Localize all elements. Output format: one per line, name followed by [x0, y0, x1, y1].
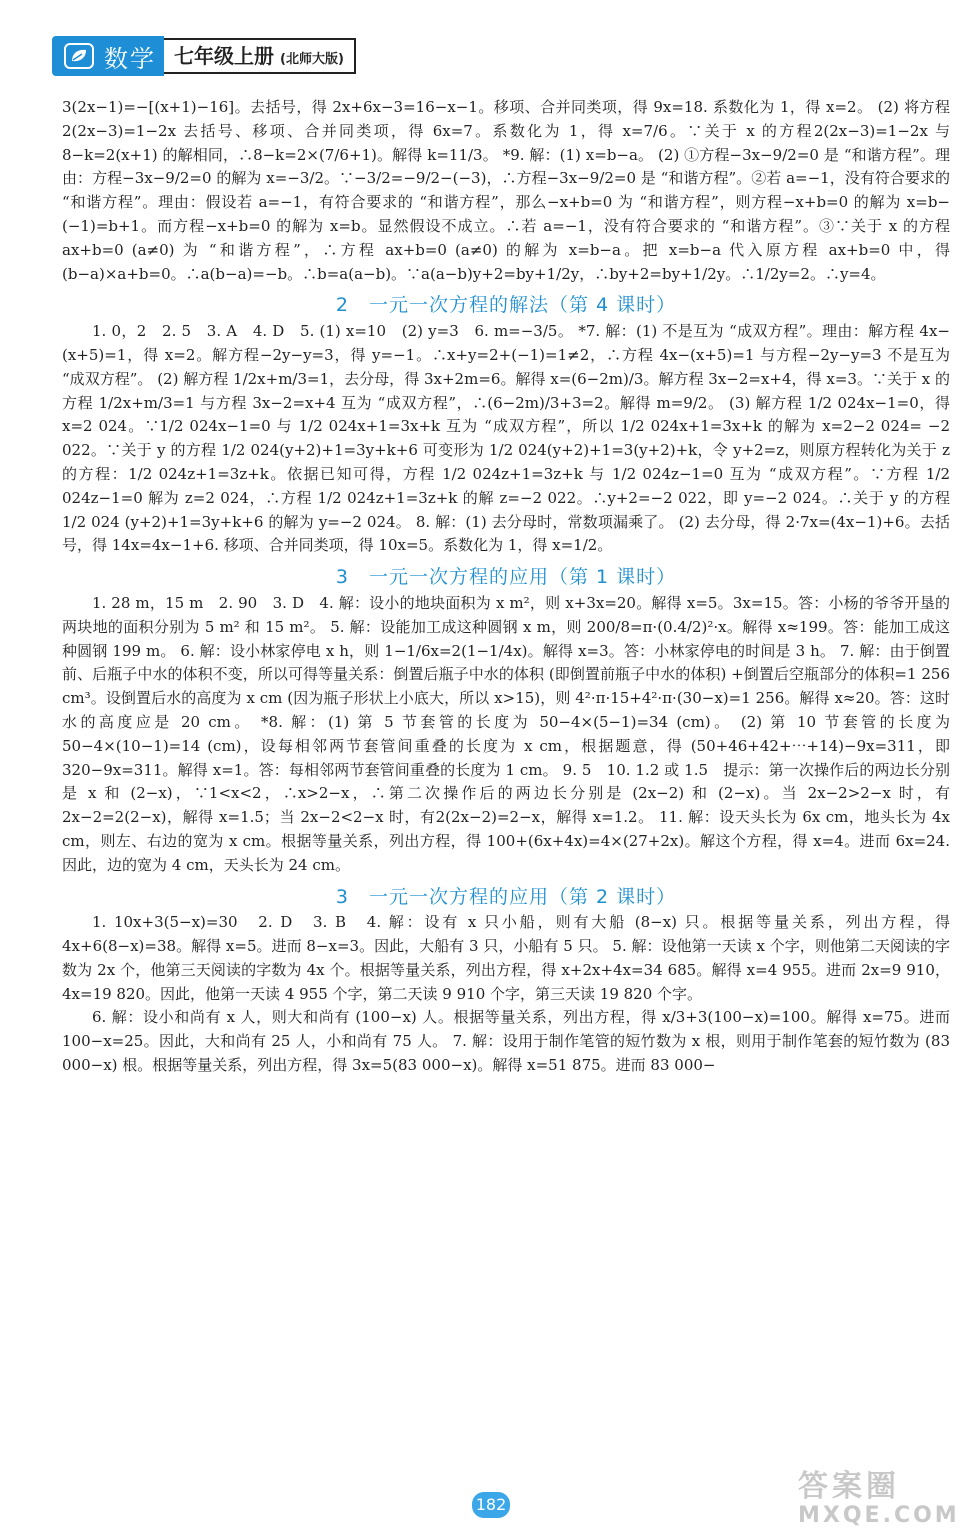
- watermark: [798, 1470, 974, 1532]
- subject-badge: [52, 36, 164, 76]
- answer-content: [62, 96, 950, 1078]
- intro-paragraph: 3(2x−1)=−[(x+1)−16]。去括号，得 2x+6x−3=16−x−1。移项、合并同类项，得 9x=18. 系数化为 1，得 x=2。 (2) 将方程2(2x−3)=1−2x 去括号、移项、合并同类项，得 6x=7。系数化为 1，得 x=7/6。∵关于 x 的方程2(2x−3)=1−2x 与 8−k=2(x+1) 的解相同，∴8−k=2×(7/6+1)。解得 k=11/3。 *9. 解：(1) x=b−a。 (2) ①方程−3x−9/2=0 是 “和谐方程”。理由：方程−3x−9/2=0 的解为 x=−3/2。∵−3/2=−9/2−(−3)，∴方程−3x−9/2=0 是 “和谐方程”。②若 a=−1，没有符合要求的 “和谐方程”。理由：假设若 a=−1，有符合要求的 “和谐方程”，那么−x+b=0 为 “和谐方程”，则方程−x+b=0 的解为 x=b−(−1)=b+1。而方程−x+b=0 的解为 x=b。显然假设不成立。∴若 a=−1，没有符合要求的 “和谐方程”。③∵关于 x 的方程 ax+b=0 (a≠0) 为 “和谐方程”，∴方程 ax+b=0 (a≠0) 的解为 x=b−a。把 x=b−a 代入原方程 ax+b=0 中，得 (b−a)×a+b=0。∴a(b−a)=−b。∴b=a(a−b)。∵a(a−b)y+2=by+1/2y，∴by+2=by+1/2y。∴1/2y=2。∴y=4。: [62, 98, 950, 283]
- grade-label: 七年级上册: [174, 44, 274, 68]
- page-header: [52, 36, 398, 76]
- section-paragraph: 1. 0，2 2. 5 3. A 4. D 5. (1) x=10 (2) y=3 6. m=−3/5。 *7. 解：(1) 不是互为 “成双方程”。理由：解方程 4x−(x+5)=1，得 x=2。解方程−2y−y=3，得 y=−1。∴x+y=2+(−1)=1≠2，∴方程 4x−(x+5)=1 与方程−2y−y=3 不是互为 “成双方程”。 (2) 解方程 1/2x+m/3=1，去分母，得 3x+2m=6。解得 x=(6−2m)/3。解方程 3x−2=x+4，得 x=3。∵关于 x 的方程 1/2x+m/3=1 与方程 3x−2=x+4 互为 “成双方程”，∴(6−2m)/3+3=2。解得 m=9/2。 (3) 解方程 1/2 024x−1=0，得 x=2 024。∵1/2 024x−1=0 与 1/2 024x+1=3x+k 互为 “成双方程”，所以 1/2 024x+1=3x+k 的解为 x=2−2 024= −2 022。∵关于 y 的方程 1/2 024(y+2)+1=3y+k+6 可变形为 1/2 024(y+2)+1=3(y+2)+k，令 y+2=z，则原方程转化为关于 z 的方程：1/2 024z+1=3z+k。依据已知可得，方程 1/2 024z+1=3z+k 与 1/2 024z−1=0 互为 “成双方程”。∵方程 1/2 024z−1=0 解为 z=2 024，∴方程 1/2 024z+1=3z+k 的解 z=−2 022。∴y+2=−2 022，即 y=−2 024。∴关于 y 的方程 1/2 024 (y+2)+1=3y+k+6 的解为 y=−2 024。 8. 解：(1) 去分母时，常数项漏乘了。 (2) 去分母，得 2·7x=(4x−1)+6。去括号，得 14x=4x−1+6. 移项、合并同类项，得 10x=5。系数化为 1，得 x=1/2。: [62, 322, 950, 555]
- subject-label: 数学: [104, 44, 156, 73]
- watermark-text: 答案圈: [798, 1469, 900, 1504]
- watermark-url: MXQE.COM: [798, 1503, 960, 1528]
- section-title: 3 一元一次方程的应用（第 2 课时）: [335, 885, 677, 908]
- section-paragraph: 1. 10x+3(5−x)=30 2. D 3. B 4. 解：设有 x 只小船，则有大船 (8−x) 只。根据等量关系，列出方程，得 4x+6(8−x)=38。解得 x=5。进而 8−x=3。因此，大船有 3 只，小船有 5 只。 5. 解：设他第一天读 x 个字，则他第二天阅读的字数为 2x 个，他第三天阅读的字数为 4x 个。根据等量关系，列出方程，得 x+2x+4x=34 685。解得 x=4 955。进而 2x=9 910，4x=19 820。因此，他第一天读 4 955 个字，第二天读 9 910 个字，第三天读 19 820 个字。: [62, 913, 950, 1003]
- page-number: 182: [472, 1492, 510, 1518]
- section-title: 2 一元一次方程的解法（第 4 课时）: [335, 294, 677, 317]
- section-title: 3 一元一次方程的应用（第 1 课时）: [335, 566, 677, 589]
- section-paragraph: 6. 解：设小和尚有 x 人，则大和尚有 (100−x) 人。根据等量关系，列出方程，得 x/3+3(100−x)=100。解得 x=75。进而 100−x=25。因此，大和尚有 25 人，小和尚有 75 人。 7. 解：设用于制作笔管的短竹数为 x 根，则用于制作笔套的短竹数为 (83 000−x) 根。根据等量关系，列出方程，得 3x=5(83 000−x)。解得 x=51 875。进而 83 000−: [62, 1008, 950, 1075]
- section-paragraph: 1. 28 m，15 m 2. 90 3. D 4. 解：设小的地块面积为 x m²，则 x+3x=20。解得 x=5。3x=15。答：小杨的爷爷开垦的两块地的面积分别为 5 m² 和 15 m²。 5. 解：设能加工成这种圆钢 x m，则 200/8=π·(0.4/2)²·x。解得 x≈199。答：能加工成这种圆钢 199 m。 6. 解：设小林家停电 x h，则 1−1/6x=2(1−1/4x)。解得 x=3。答：小林家停电的时间是 3 h。 7. 解：由于倒置前、后瓶子中水的体积不变，所以可得等量关系：倒置后瓶子中水的体积 (即倒置前瓶子中水的体积) +倒置后空瓶部分的体积=1 256 cm³。设倒置后水的高度为 x cm (因为瓶子形状上小底大，所以 x>15)，则 4²·π·15+4²·π·(30−x)=1 256。解得 x≈20。答：这时水的高度应是 20 cm。 *8. 解：(1) 第 5 节套管的长度为 50−4×(5−1)=34 (cm)。 (2) 第 10 节套管的长度为 50−4×(10−1)=14 (cm)，设每相邻两节套管间重叠的长度为 x cm，根据题意，得 (50+46+42+⋯+14)−9x=311，即 320−9x=311。解得 x=1。答：每相邻两节套管间重叠的长度为 1 cm。 9. 5 10. 1.2 或 1.5 提示：第一次操作后的两边长分别是 x 和 (2−x)，∵1<x<2，∴x>2−x，∴第二次操作后的两边长分别是 (2x−2) 和 (2−x)。当 2x−2>2−x 时，有 2x−2=2(2−x)，解得 x=1.5；当 2x−2<2−x 时，有2(2x−2)=2−x，解得 x=1.2。 11. 解：设天头长为 6x cm，地头长为 4x cm，则左、右边的宽为 x cm。根据等量关系，列出方程，得 100+(6x+4x)=4×(27+2x)。解这个方程，得 x=4。进而 6x=24. 因此，边的宽为 4 cm，天头长为 24 cm。: [62, 593, 950, 874]
- leaf-icon: [64, 43, 94, 69]
- grade-box: [164, 38, 356, 74]
- edition-label: (北师大版): [280, 52, 344, 67]
